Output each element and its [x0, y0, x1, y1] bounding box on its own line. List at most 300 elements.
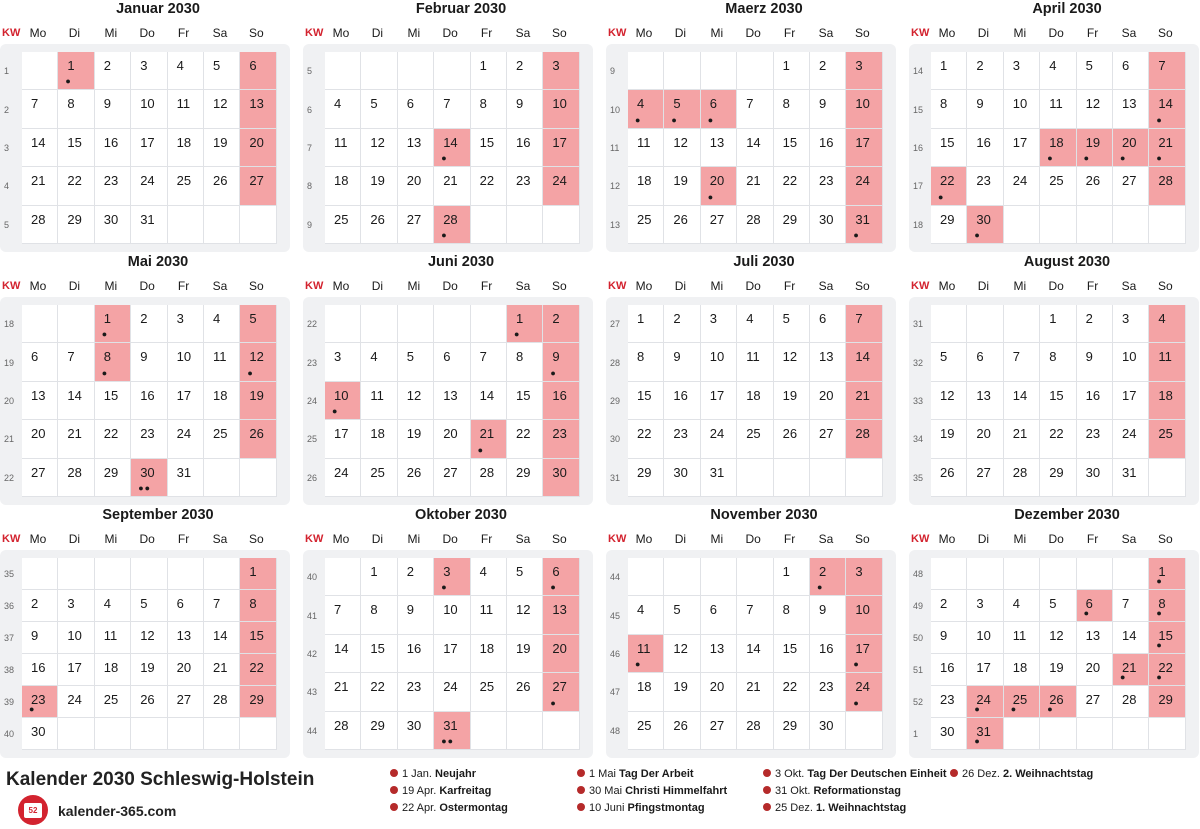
day-number: 10	[1012, 96, 1028, 112]
day-cell	[240, 382, 276, 420]
weekday-label: So	[855, 532, 870, 546]
holiday-dot-icon: ●	[1156, 608, 1163, 618]
day-number: 17	[1122, 387, 1137, 403]
day-cell	[240, 90, 276, 128]
day-number: 22	[103, 426, 119, 442]
month-12	[909, 506, 1199, 758]
day-cell	[664, 305, 700, 343]
bullet-icon	[577, 803, 585, 811]
day-number: 15	[479, 134, 495, 150]
day-number: 13	[406, 134, 422, 150]
day-cell	[1040, 305, 1076, 343]
day-cell	[398, 206, 434, 244]
day-number: 9	[940, 628, 948, 643]
day-number: 1	[249, 564, 257, 579]
day-cell	[846, 305, 882, 343]
day-number: 20	[249, 134, 264, 150]
empty-cell	[628, 558, 664, 596]
empty-cell	[543, 206, 579, 244]
month-7	[606, 253, 896, 505]
day-cell	[931, 167, 967, 205]
week-number: 15	[913, 104, 924, 115]
holiday-date: 1 Mai	[589, 768, 616, 780]
day-number: 13	[1085, 628, 1101, 643]
weekday-label: Mi	[407, 532, 421, 546]
weekday-label: Mi	[1013, 26, 1027, 40]
day-number: 24	[334, 464, 349, 480]
day-number: 26	[1085, 173, 1101, 189]
day-number: 2	[1085, 311, 1093, 326]
day-number: 1	[940, 58, 948, 73]
day-number: 17	[855, 134, 870, 150]
holiday-date: 26 Dez.	[962, 768, 1000, 780]
day-number: 27	[709, 717, 725, 733]
day-cell	[701, 206, 737, 244]
holiday-entry	[390, 784, 491, 798]
day-number: 7	[31, 96, 39, 112]
day-cell	[664, 459, 700, 497]
day-number: 10	[552, 96, 567, 112]
week-number: 6	[307, 104, 313, 115]
kw-label: KW	[305, 280, 324, 292]
day-number: 14	[746, 640, 761, 656]
weekday-label: Fr	[480, 532, 493, 546]
day-cell	[240, 558, 276, 590]
weekday-label: Di	[674, 26, 687, 40]
day-number: 26	[140, 692, 155, 707]
day-number: 2	[103, 58, 112, 73]
day-cell	[628, 712, 664, 750]
day-cell	[846, 206, 882, 244]
day-number: 22	[249, 660, 264, 675]
weekday-label: Di	[68, 532, 81, 546]
day-cell	[131, 654, 167, 686]
day-cell	[1113, 305, 1149, 343]
day-number: 26	[406, 464, 422, 480]
day-number: 1	[67, 58, 75, 73]
day-cell	[361, 635, 397, 673]
day-number: 20	[443, 426, 458, 442]
day-cell	[168, 129, 204, 167]
week-number: 26	[307, 472, 318, 483]
day-cell	[737, 673, 773, 711]
holiday-dot-icon: ●	[1120, 153, 1127, 164]
day-number: 8	[940, 96, 948, 112]
day-number: 1	[782, 58, 790, 73]
holiday-date: 1 Jan.	[402, 768, 432, 780]
day-number: 8	[782, 602, 790, 618]
weekday-label: Fr	[177, 26, 190, 40]
day-number: 16	[976, 134, 991, 150]
day-cell	[22, 420, 58, 458]
holiday-dot-icon: ●	[1156, 114, 1163, 125]
day-cell	[471, 167, 507, 205]
day-cell	[967, 654, 1003, 686]
weekday-label: Sa	[818, 26, 834, 40]
day-cell	[507, 167, 543, 205]
day-number: 9	[31, 628, 39, 643]
day-number: 3	[709, 311, 718, 326]
holiday-name: Ostermontag	[439, 802, 508, 814]
day-cell	[58, 52, 94, 90]
day-cell	[967, 90, 1003, 128]
day-number: 22	[479, 173, 495, 189]
day-number: 17	[334, 426, 349, 442]
holiday-date: 22 Apr.	[402, 802, 437, 814]
empty-cell	[664, 558, 700, 596]
day-cell	[737, 167, 773, 205]
day-number: 9	[976, 96, 984, 112]
day-number: 14	[1122, 628, 1137, 643]
day-cell	[22, 206, 58, 244]
kw-label: KW	[608, 27, 627, 39]
day-cell	[846, 382, 882, 420]
day-number: 8	[370, 602, 378, 618]
week-number: 8	[307, 181, 313, 192]
day-cell	[664, 382, 700, 420]
day-number: 4	[1012, 596, 1021, 611]
day-cell	[204, 90, 240, 128]
weekday-header	[909, 277, 1199, 295]
day-number: 11	[1158, 349, 1172, 365]
day-number: 24	[976, 692, 991, 707]
day-cell	[398, 459, 434, 497]
day-cell	[737, 596, 773, 634]
weekday-label: Di	[371, 279, 384, 293]
day-number: 6	[709, 602, 718, 618]
week-number: 12	[610, 181, 621, 192]
day-cell	[543, 420, 579, 458]
day-cell	[434, 167, 470, 205]
day-number: 14	[213, 628, 228, 643]
holiday-dot-icon: ●	[1156, 640, 1163, 650]
kw-label: KW	[2, 533, 21, 545]
day-cell	[471, 52, 507, 90]
empty-cell	[846, 459, 882, 497]
week-number: 37	[4, 633, 15, 643]
day-cell	[774, 420, 810, 458]
day-number: 24	[552, 173, 567, 189]
day-cell	[701, 305, 737, 343]
week-number: 30	[610, 434, 621, 445]
day-cell	[931, 52, 967, 90]
day-cell	[967, 343, 1003, 381]
day-cell	[543, 52, 579, 90]
empty-cell	[774, 459, 810, 497]
day-cell	[240, 622, 276, 654]
day-number: 8	[637, 349, 645, 365]
day-number: 7	[334, 602, 342, 618]
holiday-dot-icon: ●	[1156, 576, 1163, 586]
day-number: 28	[855, 426, 870, 442]
day-number: 23	[976, 173, 991, 189]
day-cell	[168, 686, 204, 718]
day-number: 3	[334, 349, 342, 365]
day-cell	[664, 673, 700, 711]
day-cell	[664, 596, 700, 634]
day-cell	[931, 90, 967, 128]
weekday-label: So	[249, 532, 264, 546]
day-cell	[774, 673, 810, 711]
day-number: 15	[1158, 628, 1173, 643]
day-number: 2	[140, 311, 148, 326]
day-number: 6	[1085, 596, 1093, 611]
day-number: 18	[213, 387, 228, 403]
day-number: 16	[140, 387, 155, 403]
bullet-icon	[577, 786, 585, 794]
weekday-label: Mo	[332, 532, 350, 546]
weekday-label: Sa	[212, 26, 228, 40]
day-number: 21	[67, 426, 82, 442]
day-cell	[664, 167, 700, 205]
day-cell	[95, 622, 131, 654]
empty-cell	[931, 558, 967, 590]
day-cell	[846, 343, 882, 381]
day-cell	[22, 622, 58, 654]
empty-cell	[240, 459, 276, 497]
day-number: 9	[406, 602, 415, 618]
day-number: 11	[479, 602, 494, 618]
week-number: 44	[307, 725, 318, 736]
day-cell	[361, 673, 397, 711]
day-cell	[168, 590, 204, 622]
day-cell	[1077, 305, 1113, 343]
day-number: 10	[855, 602, 870, 618]
empty-cell	[1149, 718, 1185, 750]
day-cell	[628, 305, 664, 343]
day-number: 3	[1012, 58, 1021, 73]
day-cell	[931, 129, 967, 167]
month-title: September 2030	[102, 507, 214, 523]
day-cell	[95, 459, 131, 497]
day-number: 25	[479, 679, 495, 695]
day-cell	[810, 558, 846, 596]
day-number: 10	[443, 602, 458, 618]
empty-cell	[543, 712, 579, 750]
empty-cell	[168, 206, 204, 244]
day-cell	[240, 343, 276, 381]
day-number: 4	[637, 602, 645, 618]
day-cell	[471, 129, 507, 167]
day-number: 9	[673, 349, 681, 365]
empty-cell	[325, 305, 361, 343]
weekday-label: So	[249, 279, 264, 293]
holiday-dot-icon: ●	[101, 329, 109, 340]
day-number: 16	[516, 134, 531, 150]
site-link[interactable]: kalender-365.com	[58, 803, 177, 819]
day-number: 7	[746, 602, 754, 618]
day-number: 15	[67, 134, 82, 150]
day-cell	[361, 712, 397, 750]
day-number: 15	[249, 628, 264, 643]
day-number: 2	[516, 58, 524, 73]
day-number: 29	[103, 464, 119, 480]
weekday-header	[303, 277, 593, 295]
day-number: 21	[1122, 660, 1137, 675]
day-number: 9	[140, 349, 148, 365]
weekday-label: Di	[977, 532, 990, 546]
day-cell	[204, 129, 240, 167]
weekday-label: Do	[1048, 26, 1064, 40]
day-number: 17	[1012, 134, 1028, 150]
day-number: 13	[1122, 96, 1137, 112]
day-number: 6	[406, 96, 415, 112]
month-3	[606, 0, 896, 252]
week-number: 29	[610, 395, 621, 406]
day-number: 24	[1012, 173, 1028, 189]
day-number: 5	[516, 564, 524, 579]
holiday-name: 1. Weihnachtstag	[815, 802, 907, 814]
day-cell	[361, 129, 397, 167]
day-number: 8	[249, 596, 257, 611]
weekday-label: So	[1158, 532, 1173, 546]
day-cell	[628, 635, 664, 673]
week-number: 52	[913, 697, 924, 707]
day-number: 30	[552, 464, 567, 480]
day-number: 17	[855, 640, 870, 656]
day-cell	[1004, 167, 1040, 205]
empty-cell	[1149, 459, 1185, 497]
weekday-label: Sa	[818, 279, 834, 293]
day-cell	[701, 635, 737, 673]
month-title: Maerz 2030	[725, 1, 803, 17]
day-cell	[434, 420, 470, 458]
day-cell	[737, 129, 773, 167]
empty-cell	[325, 52, 361, 90]
day-number: 10	[709, 349, 725, 365]
week-number: 50	[913, 633, 924, 643]
day-number: 15	[637, 387, 652, 403]
day-cell	[507, 343, 543, 381]
day-cell	[1149, 622, 1185, 654]
day-number: 21	[443, 173, 458, 189]
day-number: 23	[819, 173, 834, 189]
day-cell	[1113, 129, 1149, 167]
day-cell	[810, 167, 846, 205]
day-cell	[507, 129, 543, 167]
weekday-label: Sa	[1121, 532, 1137, 546]
day-number: 25	[1158, 426, 1173, 442]
weekday-label: Mo	[332, 279, 350, 293]
day-number: 20	[176, 660, 192, 675]
day-number: 30	[31, 724, 46, 739]
day-number: 6	[709, 96, 718, 112]
holiday-dot-icon: ●	[1083, 608, 1091, 618]
day-cell	[95, 52, 131, 90]
day-number: 5	[406, 349, 415, 365]
day-number: 9	[552, 349, 560, 365]
day-number: 22	[516, 426, 531, 442]
day-cell	[131, 167, 167, 205]
day-cell	[434, 90, 470, 128]
week-number: 31	[610, 472, 621, 483]
day-number: 28	[1122, 692, 1137, 707]
day-number: 19	[782, 387, 798, 403]
day-cell	[1004, 52, 1040, 90]
day-cell	[58, 686, 94, 718]
day-number: 13	[249, 96, 264, 112]
week-number: 45	[610, 610, 621, 621]
day-number: 22	[940, 173, 955, 189]
month-grid	[606, 297, 896, 505]
day-cell	[361, 167, 397, 205]
day-number: 10	[176, 349, 192, 365]
day-number: 2	[819, 58, 827, 73]
day-cell	[58, 382, 94, 420]
empty-cell	[1149, 206, 1185, 244]
day-number: 30	[940, 724, 955, 739]
weekday-label: Mi	[1013, 279, 1027, 293]
day-number: 20	[31, 426, 46, 442]
day-cell	[543, 343, 579, 381]
day-cell	[95, 590, 131, 622]
day-cell	[95, 382, 131, 420]
weekday-label: Sa	[212, 532, 228, 546]
day-cell	[543, 459, 579, 497]
holiday-dot-icon: ●	[974, 704, 981, 714]
day-cell	[846, 635, 882, 673]
day-number: 2	[552, 311, 560, 326]
day-number: 29	[782, 717, 798, 733]
day-number: 24	[1122, 426, 1137, 442]
day-cell	[967, 206, 1003, 244]
holiday-dot-icon: ●	[1010, 704, 1018, 714]
weekday-label: Mo	[635, 532, 653, 546]
day-cell	[398, 558, 434, 596]
holiday-dot-icon: ●	[441, 229, 448, 240]
day-number: 7	[746, 96, 754, 112]
day-cell	[1149, 590, 1185, 622]
week-number: 48	[610, 725, 621, 736]
holiday-dot-icon: ●	[1047, 704, 1054, 714]
holiday-dot-icon: ●	[671, 114, 678, 125]
weekday-label: Mi	[104, 279, 118, 293]
weekday-header	[303, 530, 593, 548]
day-cell	[22, 167, 58, 205]
holiday-entry	[950, 767, 1093, 781]
day-cell	[1113, 622, 1149, 654]
day-number: 1	[637, 311, 645, 326]
day-number: 24	[140, 173, 155, 189]
day-number: 4	[176, 58, 184, 73]
day-number: 7	[855, 311, 863, 326]
weekday-label: Sa	[212, 279, 228, 293]
weekday-label: Mo	[29, 26, 47, 40]
day-cell	[131, 590, 167, 622]
empty-cell	[1040, 718, 1076, 750]
weekday-label: Do	[139, 532, 155, 546]
day-number: 31	[709, 464, 725, 480]
day-number: 4	[637, 96, 645, 112]
day-number: 14	[746, 134, 761, 150]
day-number: 11	[746, 349, 760, 365]
day-cell	[931, 206, 967, 244]
day-cell	[701, 673, 737, 711]
day-cell	[95, 686, 131, 718]
day-number: 18	[1049, 134, 1064, 150]
day-number: 17	[976, 660, 991, 675]
day-cell	[434, 129, 470, 167]
month-4	[909, 0, 1199, 252]
day-number: 16	[819, 640, 834, 656]
day-cell	[1004, 129, 1040, 167]
weekday-label: Mo	[635, 26, 653, 40]
day-cell	[58, 343, 94, 381]
day-cell	[543, 129, 579, 167]
day-cell	[810, 673, 846, 711]
month-title: Februar 2030	[415, 1, 507, 17]
day-number: 9	[516, 96, 524, 112]
